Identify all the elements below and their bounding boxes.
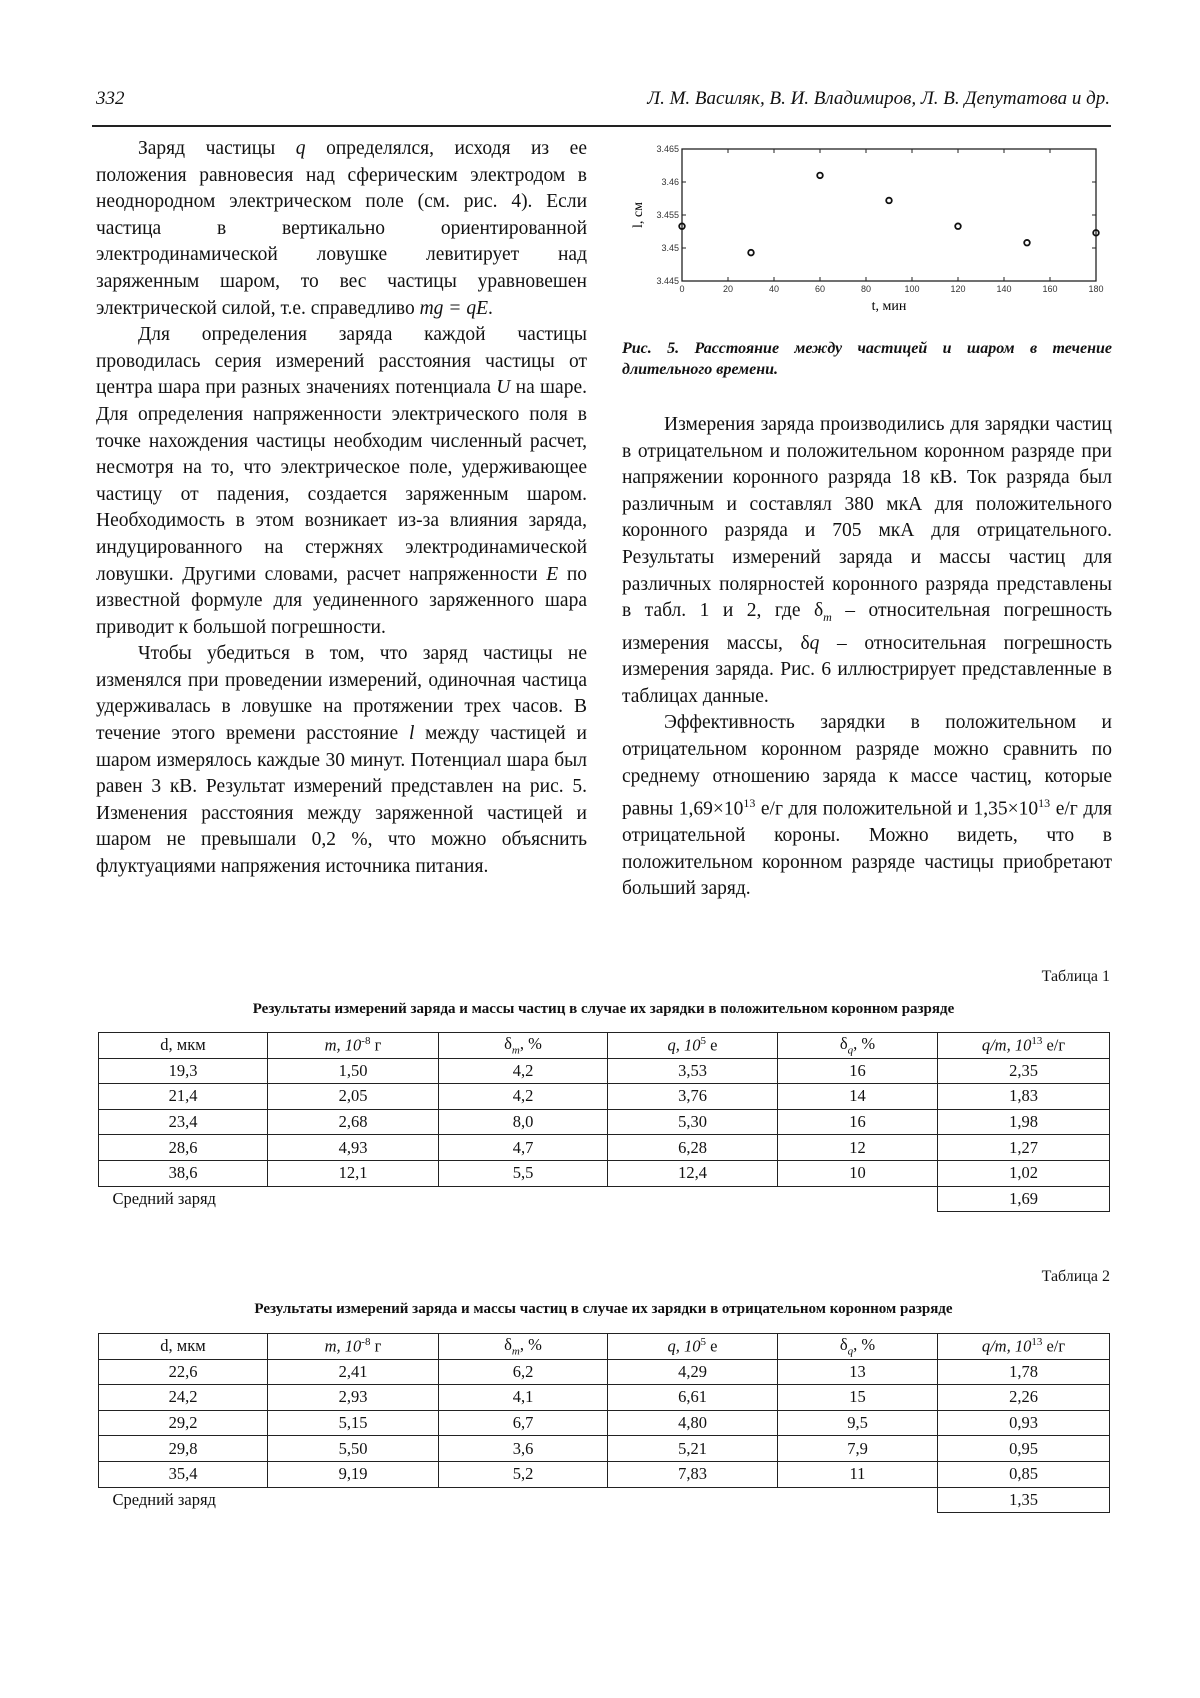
- text-run: q: [809, 632, 820, 654]
- column-header: [778, 1033, 938, 1059]
- table-cell: 1,27: [938, 1135, 1110, 1161]
- y-tick-label: 3.455: [656, 210, 679, 220]
- text-run: Чтобы убедиться в том, что заряд частицы не изменялся при проведении измерений, одиночная частица удерживалась в ловушке на протяжении трех часов. В течение этого времени расстояние: [96, 643, 587, 745]
- table-cell: 2,26: [938, 1385, 1110, 1411]
- right-column-text: [622, 412, 1112, 903]
- table-cell: 8,0: [439, 1109, 608, 1135]
- table-cell: 12,1: [268, 1160, 439, 1186]
- table-cell: 9,5: [778, 1410, 938, 1436]
- table-cell: 0,95: [938, 1436, 1110, 1462]
- table-cell: 2,05: [268, 1084, 439, 1110]
- text-run: l: [408, 723, 415, 745]
- table-cell: 4,29: [608, 1359, 778, 1385]
- y-axis-label: l, см: [631, 202, 646, 228]
- header-text: δ: [839, 1335, 848, 1355]
- data-point: [955, 223, 961, 229]
- x-tick-label: 120: [950, 284, 966, 294]
- table-title: Результаты измерений заряда и массы частиц в случае их зарядки в положительном коронном разряде: [252, 1001, 955, 1017]
- text-run: 13: [743, 796, 756, 811]
- header-text: е/г: [1042, 1336, 1066, 1356]
- table-title: Результаты измерений заряда и массы частиц в случае их зарядки в отрицательном коронном разряде: [254, 1301, 953, 1317]
- paragraph: [96, 641, 587, 880]
- table-cell: 10: [778, 1160, 938, 1186]
- table-cell: 16: [778, 1109, 938, 1135]
- header-subscript: m: [511, 1345, 520, 1358]
- header-text: , %: [519, 1034, 542, 1054]
- header-text: δ: [504, 1034, 512, 1054]
- header-subscript: q: [847, 1345, 854, 1358]
- data-point: [748, 250, 754, 256]
- table-label: Таблица 1: [1041, 968, 1110, 985]
- header-text: m, 10: [324, 1035, 362, 1055]
- table-cell: 28,6: [99, 1135, 268, 1161]
- table-cell: 1,98: [938, 1109, 1110, 1135]
- header-text: d, мкм: [160, 1336, 206, 1356]
- text-run: на шаре. Для определения напряженности электрического поля в точке нахождения частицы необходим численный расчет, несмотря на то, что электрическое поле, удерживающее частицу от падения, создается заряженным шаром. Необходимость в этом возникает из-за влияния заряда, индуцированного на стержнях электродинамической ловушки. Другими словами, расчет напряженности: [96, 377, 587, 585]
- table-cell: 13: [778, 1359, 938, 1385]
- header-text: , %: [853, 1034, 876, 1054]
- table-cell: 29,2: [99, 1410, 268, 1436]
- y-tick-label: 3.46: [661, 177, 679, 187]
- data-table: [98, 1032, 1110, 1212]
- text-run: E: [546, 563, 559, 585]
- x-tick-label: 100: [904, 284, 920, 294]
- page-number: 332: [96, 88, 125, 109]
- table-cell: 22,6: [99, 1359, 268, 1385]
- table-cell: 2,35: [938, 1058, 1110, 1084]
- average-value: 1,69: [938, 1186, 1110, 1212]
- text-run: Заряд частицы: [138, 138, 296, 159]
- table-cell: 2,93: [268, 1385, 439, 1411]
- text-run: – относительная погрешность измерения заряда. Рис. 6 иллюстрирует представленные в таблицах данные.: [622, 632, 1112, 707]
- table-row: [99, 1410, 1110, 1436]
- column-header: [268, 1334, 439, 1360]
- header-text: δ: [839, 1034, 848, 1054]
- table-cell: 3,6: [439, 1436, 608, 1462]
- text-run: mg = qE: [419, 297, 488, 319]
- data-point: [1024, 240, 1030, 246]
- header-text: г: [370, 1035, 382, 1055]
- table-cell: 11: [778, 1461, 938, 1487]
- header-exponent: -8: [361, 1035, 371, 1048]
- running-header-authors: Л. М. Василяк, В. И. Владимиров, Л. В. Депутатова и др.: [647, 88, 1110, 109]
- table-cell: 6,28: [608, 1135, 778, 1161]
- data-table: [98, 1333, 1110, 1513]
- table-cell: 12: [778, 1135, 938, 1161]
- header-text: q/m, 10: [981, 1035, 1032, 1055]
- column-header: [778, 1334, 938, 1360]
- paragraph: [96, 322, 587, 641]
- text-run: по известной формуле для уединенного заряженного шара приводит к большой погрешности.: [96, 563, 587, 638]
- table-cell: 3,53: [608, 1058, 778, 1084]
- table-row: [99, 1084, 1110, 1110]
- paragraph: [622, 710, 1112, 903]
- table-cell: 1,83: [938, 1084, 1110, 1110]
- table-cell: 12,4: [608, 1160, 778, 1186]
- table-cell: 4,93: [268, 1135, 439, 1161]
- text-run: е/г для отрицательной короны. Можно видеть, что в положительном коронном разряде частицы приобретают больший заряд.: [622, 798, 1112, 900]
- table-row: [99, 1135, 1110, 1161]
- header-subscript: m: [511, 1044, 520, 1057]
- data-point: [886, 198, 892, 204]
- table-header-row: [99, 1033, 1110, 1059]
- text-run: q: [295, 138, 306, 159]
- column-header: [439, 1334, 608, 1360]
- text-run: е/г для положительной и 1,35×10: [755, 798, 1039, 820]
- figure-caption: Рис. 5. Расстояние между частицей и шаром в течение длительного времени.: [622, 340, 1112, 378]
- average-row: [99, 1186, 1110, 1212]
- text-run: Для определения заряда каждой частицы проводилась серия измерений расстояния частицы от центра шара при разных значениях потенциала: [96, 324, 587, 399]
- text-run: определялся, исходя из ее положения равновесия над сферическим электродом в неоднородном электрическом поле (см. рис. 4). Если частица в вертикально ориентированной электродинамической ловушке левитирует над заряженным шаром, то вес частицы уравновешен электрической силой, т.е. справедливо: [96, 138, 587, 319]
- header-exponent: 13: [1031, 1336, 1043, 1349]
- table-cell: 5,5: [439, 1160, 608, 1186]
- header-text: q, 10: [667, 1336, 701, 1356]
- x-tick-label: 0: [679, 284, 685, 294]
- table-cell: 3,76: [608, 1084, 778, 1110]
- text-run: U: [496, 377, 511, 399]
- table-cell: 19,3: [99, 1058, 268, 1084]
- x-tick-label: 180: [1088, 284, 1104, 294]
- table-cell: 9,19: [268, 1461, 439, 1487]
- text-run: Эффективность зарядки в положительном и отрицательном коронном разряде можно сравнить по среднему отношению заряда к массе частиц, которые равны 1,69×10: [622, 712, 1112, 820]
- text-run: между частицей и шаром измерялось каждые 30 минут. Потенциал шара был равен 3 кВ. Результат измерений представлен на рис. 5. Изменения расстояния между заряженной частицей и шаром не превышали 0,2 %, что можно объяснить флуктуациями напряжения источника питания.: [96, 723, 587, 878]
- text-run: – относительная погрешность измерения массы, δ: [622, 600, 1112, 654]
- column-header: [99, 1334, 268, 1360]
- header-text: d, мкм: [160, 1035, 206, 1055]
- data-point: [817, 173, 823, 179]
- table-cell: 1,78: [938, 1359, 1110, 1385]
- table-cell: 38,6: [99, 1160, 268, 1186]
- text-run: 13: [1038, 796, 1051, 811]
- average-label: Средний заряд: [112, 1189, 216, 1209]
- column-header: [608, 1334, 778, 1360]
- text-run: Измерения заряда производились для зарядки частиц в отрицательном и положительном коронном разряде при напряжении коронного разряда 18 кВ. Ток разряда был различным и составлял 380 мкА для положительного коронного разряда и 705 мкА для отрицательного. Результаты измерений заряда и массы частиц для различных полярностей коронного разряда представлены в табл. 1 и 2, где δ: [622, 414, 1112, 622]
- average-label: Средний заряд: [112, 1490, 216, 1510]
- y-tick-label: 3.465: [656, 144, 679, 154]
- table-label: Таблица 2: [1041, 1268, 1110, 1285]
- header-rule: [92, 125, 1111, 127]
- average-row: [99, 1487, 1110, 1513]
- table-cell: 5,2: [439, 1461, 608, 1487]
- table-cell: 2,41: [268, 1359, 439, 1385]
- column-header: [608, 1033, 778, 1059]
- table-row: [99, 1461, 1110, 1487]
- table-cell: 5,15: [268, 1410, 439, 1436]
- table-cell: 5,21: [608, 1436, 778, 1462]
- header-text: δ: [504, 1335, 512, 1355]
- table-cell: 7,83: [608, 1461, 778, 1487]
- header-text: q, 10: [667, 1035, 701, 1055]
- header-text: г: [370, 1336, 382, 1356]
- table-cell: 7,9: [778, 1436, 938, 1462]
- column-header: [938, 1033, 1110, 1059]
- plot-frame: [682, 149, 1096, 281]
- x-tick-label: 140: [996, 284, 1012, 294]
- x-tick-label: 40: [768, 284, 780, 294]
- table-cell: 14: [778, 1084, 938, 1110]
- header-text: е: [706, 1035, 718, 1055]
- table-cell: 16: [778, 1058, 938, 1084]
- text-run: m: [823, 610, 832, 625]
- header-text: , %: [519, 1335, 542, 1355]
- table-cell: 5,50: [268, 1436, 439, 1462]
- table-cell: 23,4: [99, 1109, 268, 1135]
- header-exponent: -8: [361, 1336, 371, 1349]
- paragraph: [96, 136, 587, 322]
- table-cell: 24,2: [99, 1385, 268, 1411]
- header-text: , %: [853, 1335, 876, 1355]
- text-run: .: [487, 297, 493, 319]
- table-cell: 6,61: [608, 1385, 778, 1411]
- table-cell: 4,1: [439, 1385, 608, 1411]
- header-text: q/m, 10: [981, 1336, 1032, 1356]
- header-text: е/г: [1042, 1035, 1066, 1055]
- x-tick-label: 160: [1042, 284, 1058, 294]
- table-cell: 4,2: [439, 1058, 608, 1084]
- table-cell: 29,8: [99, 1436, 268, 1462]
- table-cell: 5,30: [608, 1109, 778, 1135]
- table-cell: 15: [778, 1385, 938, 1411]
- column-header: [268, 1033, 439, 1059]
- header-text: m, 10: [324, 1336, 362, 1356]
- table-cell: 6,7: [439, 1410, 608, 1436]
- table-row: [99, 1058, 1110, 1084]
- table-cell: 6,2: [439, 1359, 608, 1385]
- left-column-text: [96, 136, 587, 881]
- header-exponent: 13: [1031, 1035, 1043, 1048]
- column-header: [99, 1033, 268, 1059]
- column-header: [439, 1033, 608, 1059]
- table-cell: 1,50: [268, 1058, 439, 1084]
- figure-5-chart: [600, 138, 1120, 318]
- table-cell: 4,7: [439, 1135, 608, 1161]
- table-row: [99, 1359, 1110, 1385]
- header-subscript: q: [847, 1044, 854, 1057]
- x-axis-label: t, мин: [871, 299, 907, 314]
- x-tick-label: 80: [860, 284, 872, 294]
- table-row: [99, 1385, 1110, 1411]
- header-exponent: 5: [700, 1035, 707, 1048]
- table-cell: 2,68: [268, 1109, 439, 1135]
- table-cell: 0,93: [938, 1410, 1110, 1436]
- table-cell: 1,02: [938, 1160, 1110, 1186]
- header-text: е: [706, 1336, 718, 1356]
- table-row: [99, 1436, 1110, 1462]
- y-tick-label: 3.45: [661, 243, 679, 253]
- paragraph: [622, 412, 1112, 710]
- x-tick-label: 20: [722, 284, 734, 294]
- column-header: [938, 1334, 1110, 1360]
- table-cell: 21,4: [99, 1084, 268, 1110]
- header-exponent: 5: [700, 1336, 707, 1349]
- table-cell: 35,4: [99, 1461, 268, 1487]
- x-tick-label: 60: [814, 284, 826, 294]
- table-header-row: [99, 1334, 1110, 1360]
- y-tick-label: 3.445: [656, 276, 679, 286]
- table-cell: 4,80: [608, 1410, 778, 1436]
- average-value: 1,35: [938, 1487, 1110, 1513]
- table-cell: 4,2: [439, 1084, 608, 1110]
- table-row: [99, 1109, 1110, 1135]
- table-row: [99, 1160, 1110, 1186]
- table-cell: 0,85: [938, 1461, 1110, 1487]
